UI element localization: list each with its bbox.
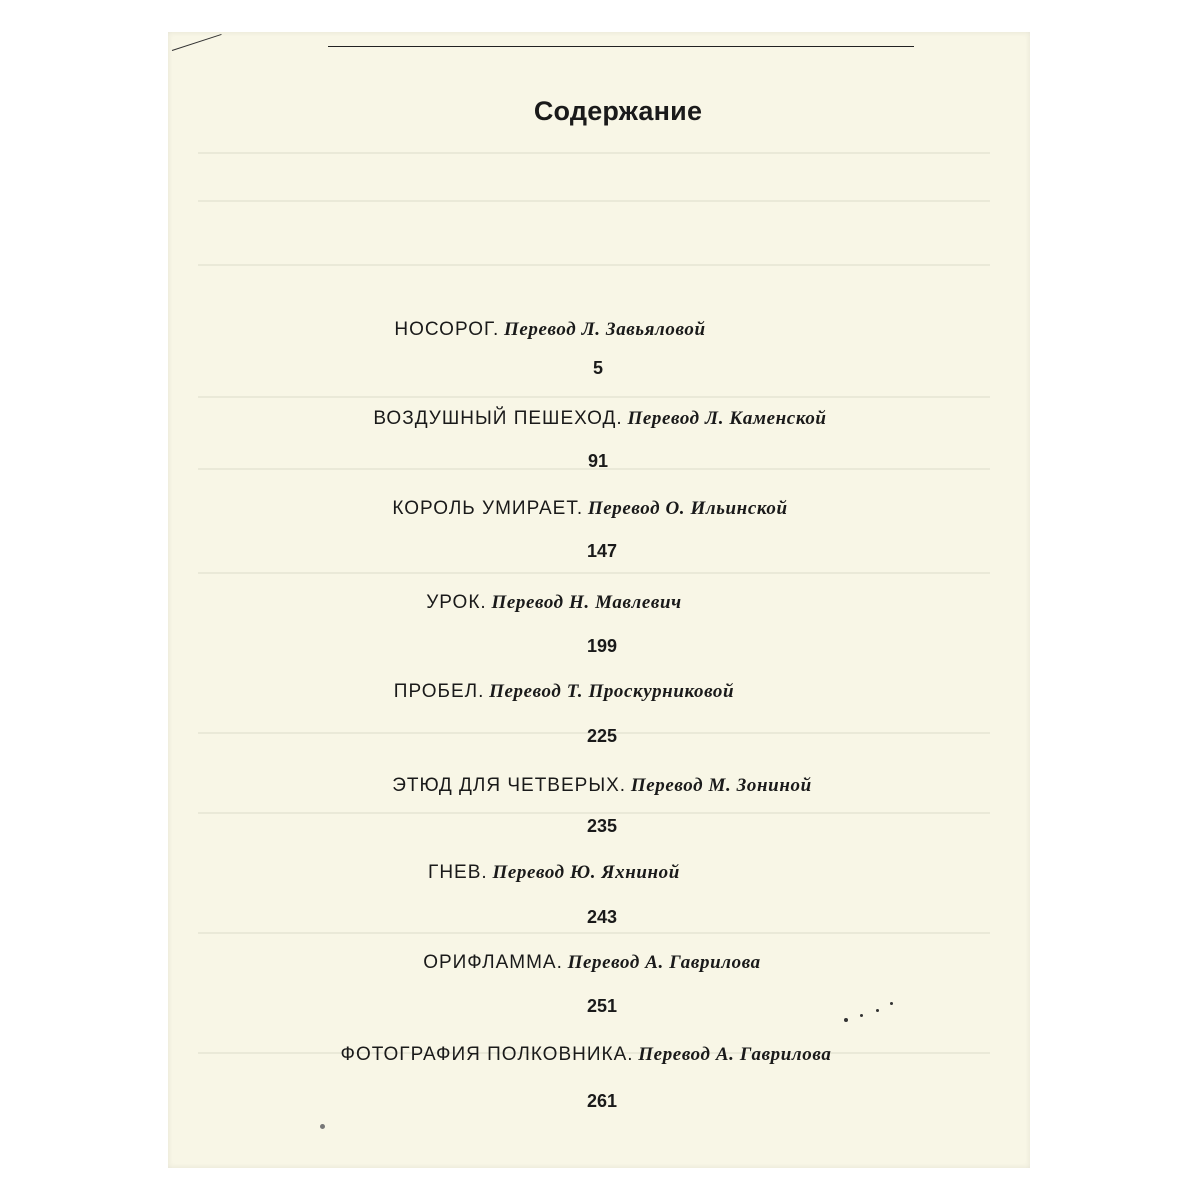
entry-title: ОРИФЛАММА. — [423, 952, 563, 973]
entry-line — [168, 862, 984, 884]
entry-title: ЭТЮД ДЛЯ ЧЕТВЕРЫХ. — [392, 775, 627, 796]
entry-title: ПРОБЕЛ. — [393, 681, 485, 702]
ink-speck — [844, 1018, 848, 1022]
entry-title: ФОТОГРАФИЯ ПОЛКОВНИКА. — [340, 1044, 634, 1065]
bleed-through-line — [198, 264, 990, 266]
bleed-through-line — [198, 812, 990, 814]
ink-speck — [320, 1124, 325, 1129]
entry-line — [168, 681, 994, 703]
entry-line — [168, 498, 1020, 520]
entry-page-number: 251 — [586, 996, 618, 1016]
entry-translator: Перевод А. Гаврилова — [567, 952, 761, 973]
entry-page-number: 147 — [586, 541, 618, 561]
entry-translator: Перевод О. Ильинской — [587, 498, 788, 519]
bleed-through-line — [198, 152, 990, 154]
pen-stroke-mark — [172, 34, 222, 51]
entry-title: УРОК. — [426, 592, 487, 613]
entry-line — [168, 952, 1022, 974]
entry-page-number: 261 — [586, 1091, 618, 1111]
book-page — [168, 32, 1030, 1168]
bleed-through-line — [198, 396, 990, 398]
bleed-through-line — [198, 932, 990, 934]
entry-line — [168, 592, 984, 614]
entry-translator: Перевод М. Зониной — [630, 775, 812, 796]
entry-title: ВОЗДУШНЫЙ ПЕШЕХОД. — [373, 408, 623, 429]
entry-translator: Перевод Т. Проскурниковой — [489, 681, 735, 702]
entry-line — [168, 319, 980, 341]
entry-page-number: 235 — [586, 816, 618, 836]
entry-page-number: 243 — [586, 907, 618, 927]
top-rule — [328, 46, 914, 47]
entry-page-number: 199 — [586, 636, 618, 656]
entry-translator: Перевод Л. Завьяловой — [503, 319, 706, 340]
bleed-through-line — [198, 572, 990, 574]
entry-line — [172, 775, 1030, 797]
entry-translator: Перевод Н. Мавлевич — [491, 592, 682, 613]
entry-translator: Перевод Ю. Яхниной — [492, 862, 680, 883]
entry-page-number: 225 — [586, 726, 618, 746]
page-title: Содержание — [533, 96, 703, 126]
entry-line — [168, 1044, 1016, 1066]
entry-title: НОСОРОГ. — [394, 319, 500, 340]
entry-title: ГНЕВ. — [428, 862, 488, 883]
entry-translator: Перевод Л. Каменской — [627, 408, 827, 429]
entry-line — [170, 408, 1030, 430]
entry-page-number: 91 — [587, 451, 609, 471]
entry-title: КОРОЛЬ УМИРАЕТ. — [392, 498, 584, 519]
entry-translator: Перевод А. Гаврилова — [638, 1044, 832, 1065]
entry-page-number: 5 — [592, 358, 603, 378]
bleed-through-line — [198, 200, 990, 202]
